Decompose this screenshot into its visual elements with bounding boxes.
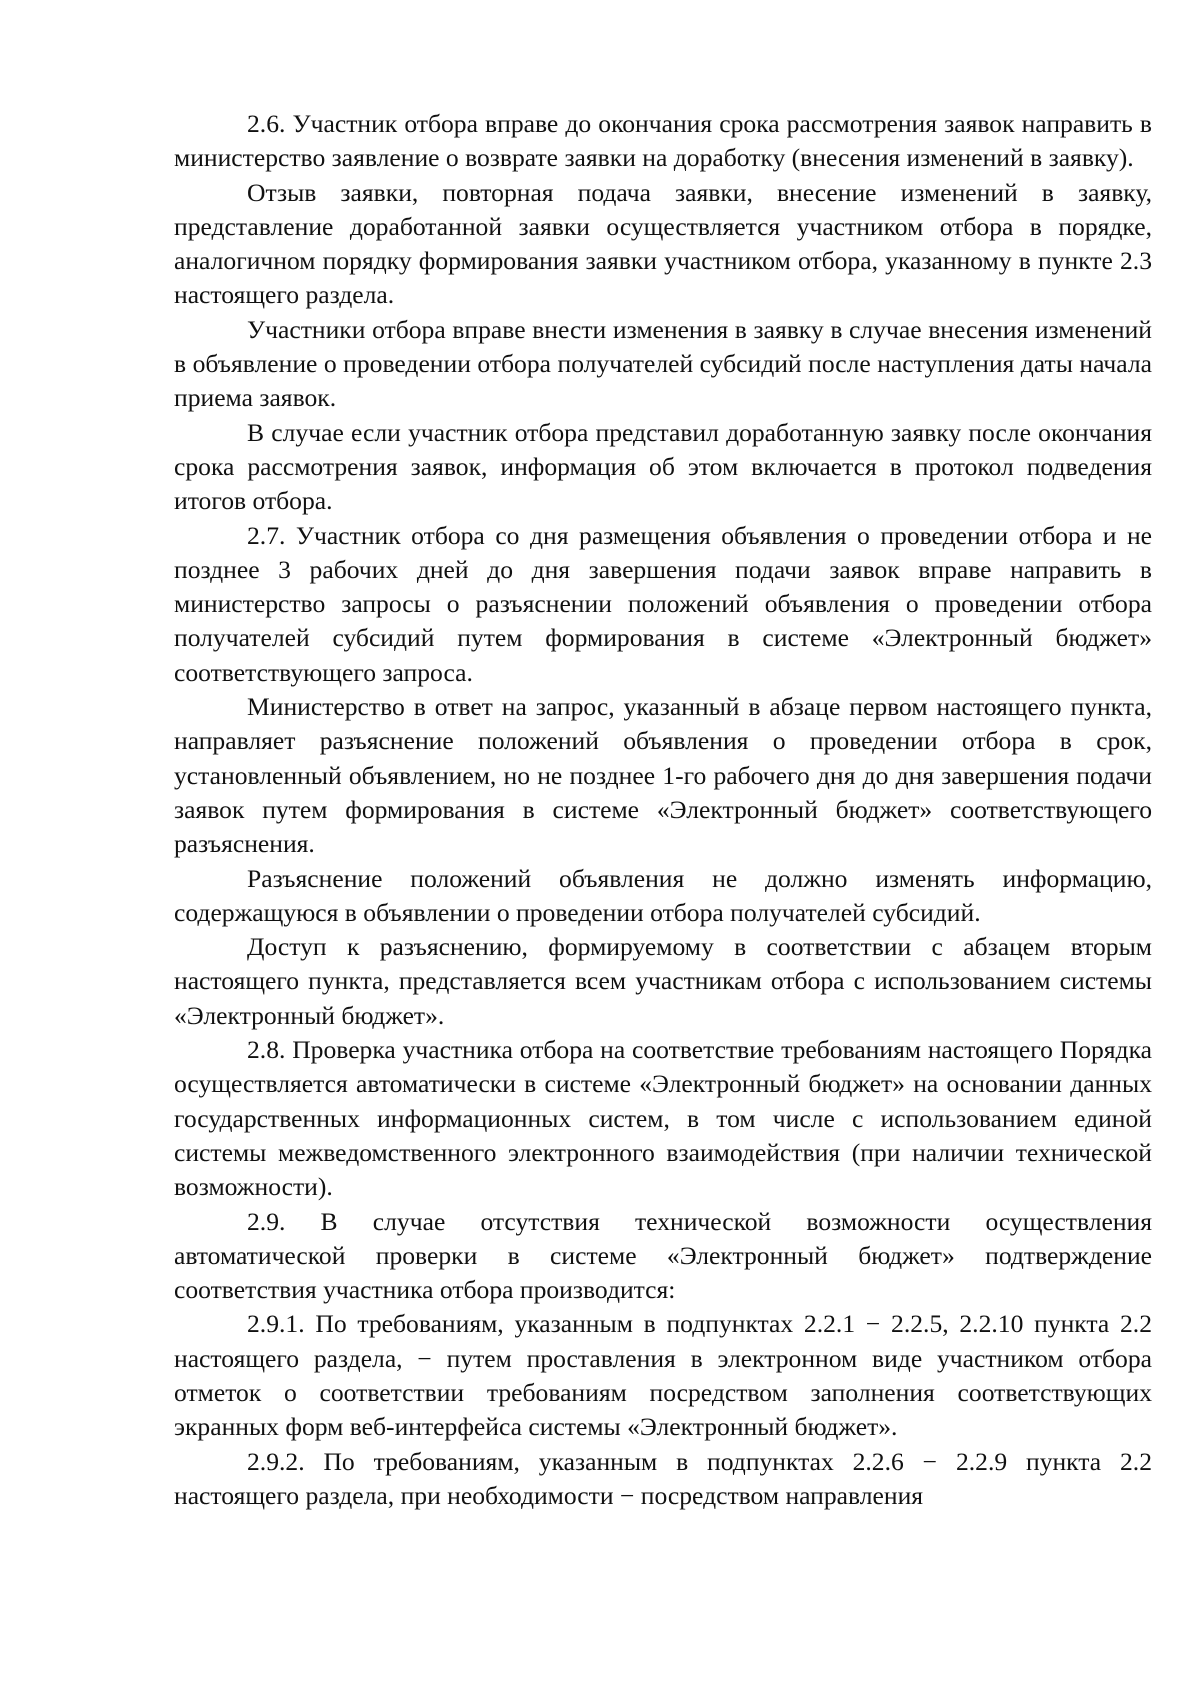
paragraph-2-7: 2.7. Участник отбора со дня размещения объявления о проведении отбора и не позднее 3 рабочих дней до дня завершения подачи заявок вправе направить в министерство запросы о разъяснении положений объявления о проведении отбора получателей субсидий путем формирования в системе «Электронный бюджет» соответствующего запроса. <box>174 520 1152 687</box>
paragraph-2-6: 2.6. Участник отбора вправе до окончания срока рассмотрения заявок направить в министерство заявление о возврате заявки на доработку (внесения изменений в заявку). <box>174 109 1152 173</box>
paragraph-2-9: 2.9. В случае отсутствия технической возможности осуществления автоматической проверки в системе «Электронный бюджет» подтверждение соответствия участника отбора производится: <box>174 1206 1152 1305</box>
paragraph-2-9-2: 2.9.2. По требованиям, указанным в подпунктах 2.2.6 − 2.2.9 пункта 2.2 настоящего раздела, при необходимости − посредством направления <box>174 1446 1152 1510</box>
paragraph-2-8: 2.8. Проверка участника отбора на соответствие требованиям настоящего Порядка осуществляется автоматически в системе «Электронный бюджет» на основании данных государственных информационных систем, в том числе с использованием единой системы межведомственного электронного взаимодействия (при наличии технической возможности). <box>174 1035 1152 1202</box>
paragraph-ministry-response: Министерство в ответ на запрос, указанный в абзаце первом настоящего пункта, направляет разъяснение положений объявления о проведении отбора в срок, установленный объявлением, но не позднее 1-го рабочего дня до дня завершения подачи заявок путем формирования в системе «Электронный бюджет» соответствующего разъяснения. <box>174 692 1152 859</box>
paragraph-2-9-1: 2.9.1. По требованиям, указанным в подпунктах 2.2.1 − 2.2.5, 2.2.10 пункта 2.2 настоящего раздела, − путем проставления в электронном виде участником отбора отметок о соответствии требованиям посредством заполнения соответствующих экранных форм веб-интерфейса системы «Электронный бюджет». <box>174 1309 1152 1442</box>
paragraph-application-changes: Участники отбора вправе внести изменения в заявку в случае внесения изменений в объявление о проведении отбора получателей субсидий после наступления даты начала приема заявок. <box>174 314 1152 413</box>
paragraph-application-withdrawal: Отзыв заявки, повторная подача заявки, внесение изменений в заявку, представление доработанной заявки осуществляется участником отбора в порядке, аналогичном порядку формирования заявки участником отбора, указанному в пункте 2.3 настоящего раздела. <box>174 177 1152 310</box>
document-page <box>174 107 1152 1513</box>
paragraph-revised-application: В случае если участник отбора представил доработанную заявку после окончания срока рассмотрения заявок, информация об этом включается в протокол подведения итогов отбора. <box>174 417 1152 516</box>
paragraph-clarification-access: Доступ к разъяснению, формируемому в соответствии с абзацем вторым настоящего пункта, представляется всем участникам отбора с использованием системы «Электронный бюджет». <box>174 932 1152 1030</box>
paragraph-clarification-limits: Разъяснение положений объявления не должно изменять информацию, содержащуюся в объявлении о проведении отбора получателей субсидий. <box>174 863 1152 927</box>
